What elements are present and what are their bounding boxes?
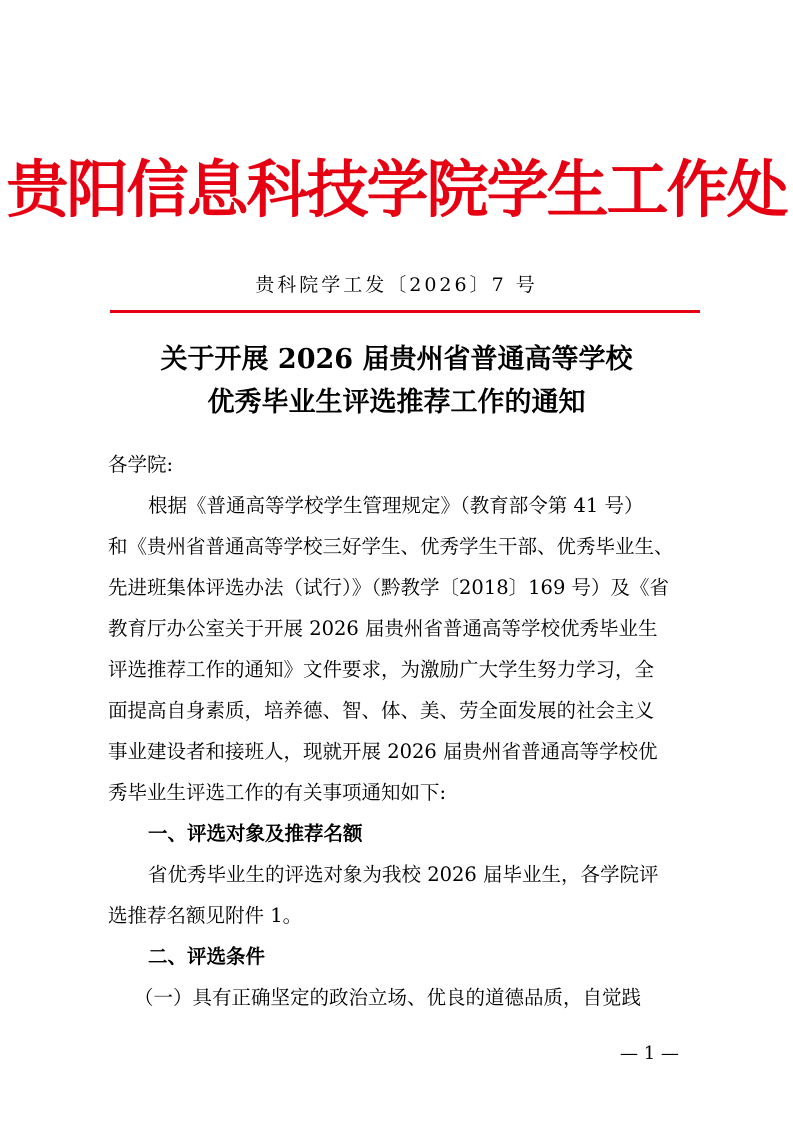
notice-title-line-2: 优秀毕业生评选推荐工作的通知 — [207, 387, 586, 418]
paragraph-line: （一）具有正确坚定的政治立场、优良的道德品质，自觉践 — [134, 986, 642, 1009]
paragraph-line: 秀毕业生评选工作的有关事项通知如下: — [108, 781, 447, 804]
paragraph-line: 省优秀毕业生的评选对象为我校 2026 届毕业生，各学院评 — [148, 863, 659, 886]
red-header-rule — [110, 310, 700, 313]
org-title: 贵阳信息科技学院学生工作处 — [6, 153, 787, 226]
notice-title-line-1: 关于开展 2026 届贵州省普通高等学校 — [160, 344, 633, 375]
document-number: 贵科院学工发〔2026〕7 号 — [255, 274, 538, 296]
salutation: 各学院: — [108, 453, 174, 476]
paragraph-line: 和《贵州省普通高等学校三好学生、优秀学生干部、优秀毕业生、 — [108, 535, 674, 558]
paragraph-line: 根据《普通高等学校学生管理规定》（教育部令第 41 号） — [148, 494, 644, 517]
paragraph-line: 事业建设者和接班人，现就开展 2026 届贵州省普通高等学校优 — [108, 740, 658, 763]
paragraph-line: 选推荐名额见附件 1。 — [108, 904, 303, 927]
paragraph-line: 面提高自身素质，培养德、智、体、美、劳全面发展的社会主义 — [108, 699, 655, 722]
section-heading: 一、评选对象及推荐名额 — [148, 822, 363, 845]
paragraph-line: 先进班集体评选办法（试行）》（黔教学〔2018〕169 号）及《省 — [108, 576, 670, 599]
page-number: — 1 — — [620, 1043, 679, 1064]
paragraph-line: 评选推荐工作的通知》文件要求，为激励广大学生努力学习，全 — [108, 658, 655, 681]
section-heading: 二、评选条件 — [148, 945, 266, 968]
paragraph-line: 教育厅办公室关于开展 2026 届贵州省普通高等学校优秀毕业生 — [108, 617, 658, 640]
